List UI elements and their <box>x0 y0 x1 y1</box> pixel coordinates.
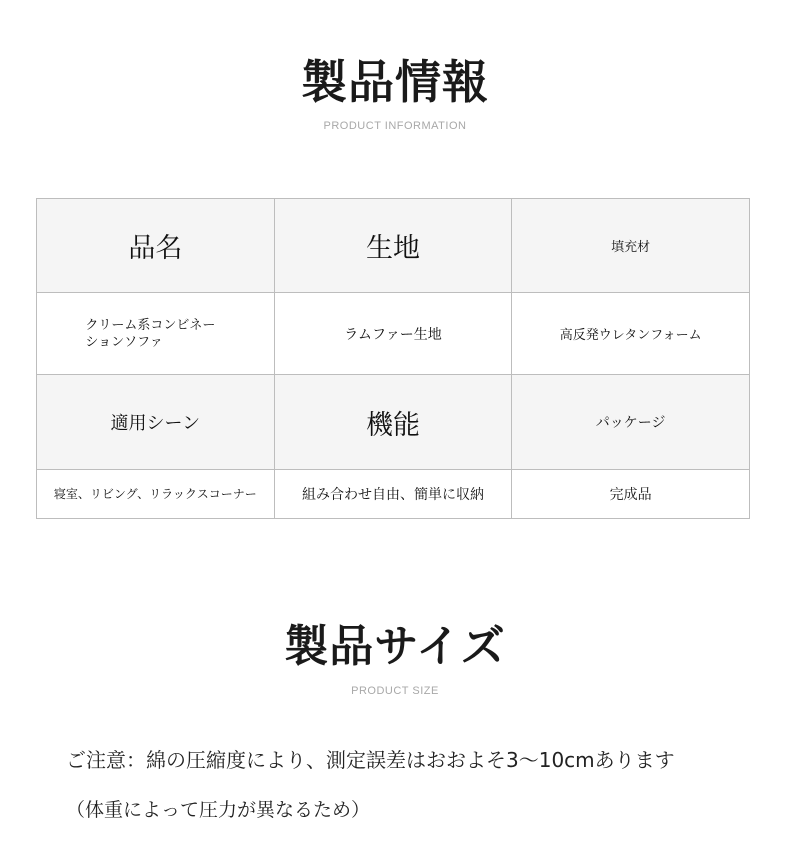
header-cell-function: 機能 <box>274 375 512 469</box>
value-cell-package: 完成品 <box>512 469 750 518</box>
table-row <box>37 375 750 469</box>
value-cell-name <box>37 293 275 375</box>
product-info-title: 製品情報 <box>301 55 489 109</box>
measurement-note: ご注意：綿の圧縮度により、測定誤差はおおよそ3〜10cmあります <box>66 748 675 772</box>
product-size-subtitle: PRODUCT SIZE <box>351 685 439 697</box>
product-size-title: 製品サイズ <box>284 621 506 672</box>
header-cell-scene: 適用シーン <box>37 375 275 469</box>
product-name-value: クリーム系コンビネーションソファ <box>85 317 216 350</box>
table-row <box>37 293 750 375</box>
product-info-subtitle: PRODUCT INFORMATION <box>323 120 467 132</box>
value-cell-fabric: ラムファー生地 <box>274 293 512 375</box>
header-cell-filling: 填充材 <box>512 199 750 293</box>
table-row <box>37 199 750 293</box>
measurement-note-sub: （体重によって圧力が異なるため） <box>66 799 371 821</box>
table-row <box>37 469 750 518</box>
header-cell-fabric: 生地 <box>274 199 512 293</box>
value-cell-function: 組み合わせ自由、簡単に収納 <box>274 469 512 518</box>
value-cell-scene: 寝室、リビング、リラックスコーナー <box>37 469 275 518</box>
product-size-heading <box>0 617 790 697</box>
header-cell-package: パッケージ <box>512 375 750 469</box>
product-info-table <box>36 198 750 519</box>
header-cell-name: 品名 <box>37 199 275 293</box>
product-info-heading <box>0 50 790 132</box>
value-cell-filling: 高反発ウレタンフォーム <box>512 293 750 375</box>
